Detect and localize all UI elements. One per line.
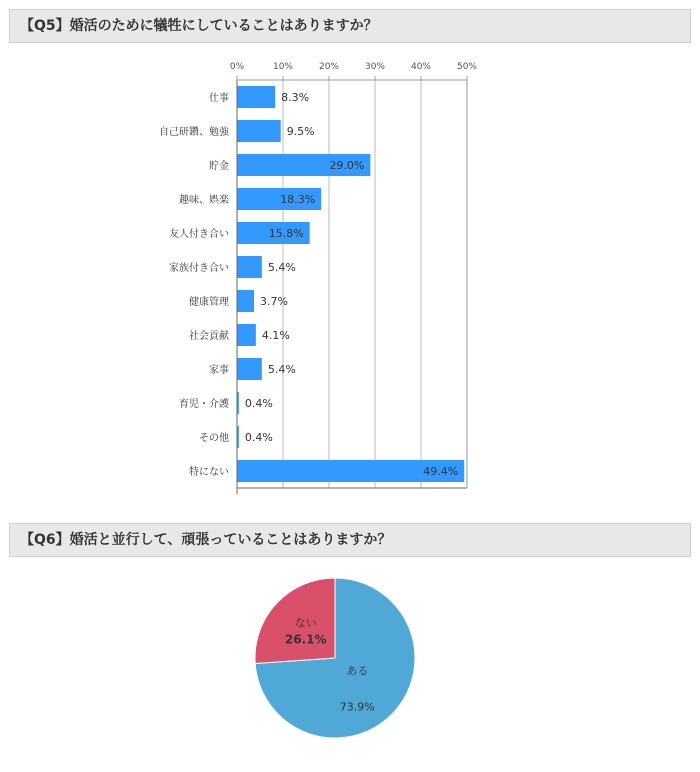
category-label: 自己研鑽、勉強 [159, 127, 229, 138]
value-label: 5.4% [267, 363, 296, 376]
value-label: 29.0% [329, 159, 365, 172]
bar [237, 358, 262, 380]
bar-x-ticks [230, 62, 478, 80]
bar [237, 256, 262, 278]
pie-slice-label: ない [294, 616, 317, 630]
q6-title: 【Q6】婚活と並行して、頑張っていることはありますか？ [9, 523, 691, 557]
x-tick-label: 50% [456, 62, 478, 72]
value-label: 0.4% [244, 397, 273, 410]
value-label: 3.7% [260, 295, 288, 308]
bar-value-labels [245, 91, 458, 478]
pie-slices [255, 578, 415, 738]
x-tick-label: 0% [229, 62, 245, 72]
value-label: 18.3% [280, 193, 316, 206]
x-tick-label: 10% [272, 62, 294, 72]
category-label: その他 [199, 433, 229, 444]
category-label: 社会貢献 [189, 331, 229, 342]
value-label: 4.1% [261, 329, 290, 342]
category-label: 友人付き合い [169, 229, 229, 240]
value-label: 5.4% [267, 261, 296, 274]
x-tick-label: 30% [364, 62, 386, 72]
value-label: 8.3% [281, 91, 310, 104]
value-label: 9.5% [286, 125, 315, 138]
x-tick-label: 40% [410, 62, 432, 72]
category-label: 家族付き合い [169, 263, 229, 274]
bar [237, 86, 275, 108]
category-label: 家事 [209, 365, 229, 376]
category-label: 育児・介護 [179, 399, 229, 410]
value-label: 0.4% [244, 431, 273, 444]
category-label: 仕事 [209, 93, 229, 104]
bar [237, 290, 254, 312]
category-label: 貯金 [209, 161, 229, 172]
bar-category-labels [159, 91, 230, 478]
pie-chart [0, 570, 700, 760]
bar-series [237, 86, 464, 482]
bar [237, 324, 256, 346]
bar [237, 120, 281, 142]
value-label: 15.8% [268, 227, 304, 240]
pie-value-label: 26.1% [284, 632, 327, 647]
category-label: 健康管理 [189, 297, 229, 308]
bar-chart [0, 50, 700, 500]
pie-slice-label: ある [346, 664, 369, 678]
q5-title: 【Q5】婚活のために犠牲にしていることはありますか？ [9, 9, 691, 43]
pie-value-label: 73.9% [339, 700, 375, 714]
category-label: 趣味、娯楽 [179, 195, 229, 206]
category-label: 特にない [189, 467, 229, 478]
x-tick-label: 20% [318, 62, 340, 72]
value-label: 49.4% [423, 465, 459, 478]
